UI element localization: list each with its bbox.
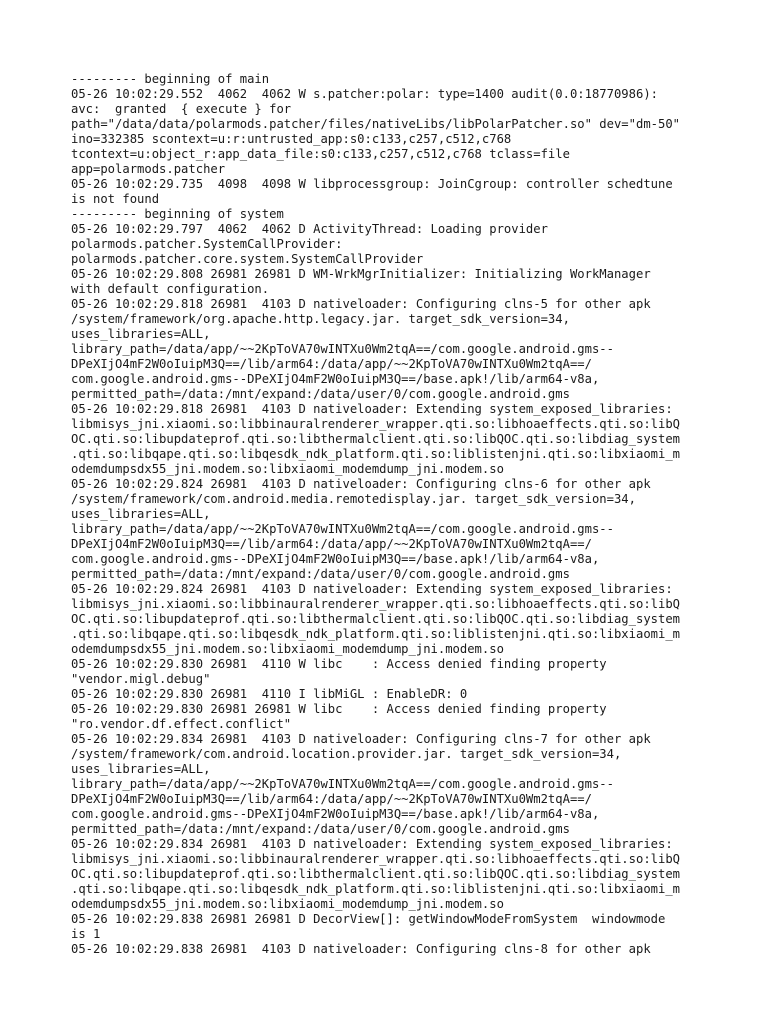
log-line: /system/framework/com.android.location.provider.jar. target_sdk_version=34, xyxy=(71,747,622,761)
log-line: .qti.so:libqape.qti.so:libqesdk_ndk_platform.qti.so:liblistenjni.qti.so:libxiaomi_m xyxy=(71,447,681,461)
log-line: 05-26 10:02:29.834 26981 4103 D nativeloader: Extending system_exposed_libraries: xyxy=(71,837,673,851)
log-line: 05-26 10:02:29.838 26981 26981 D DecorView[]: getWindowModeFromSystem windowmode xyxy=(71,912,666,926)
log-line: is 1 xyxy=(71,927,101,941)
log-line: odemdumpsdx55_jni.modem.so:libxiaomi_modemdump_jni.modem.so xyxy=(71,897,504,911)
log-line: 05-26 10:02:29.830 26981 4110 W libc : Access denied finding property xyxy=(71,657,607,671)
log-line: DPeXIjO4mF2W0oIuipM3Q==/lib/arm64:/data/app/~~2KpToVA70wINTXu0Wm2tqA==/ xyxy=(71,357,592,371)
log-line: 05-26 10:02:29.797 4062 4062 D ActivityThread: Loading provider xyxy=(71,222,548,236)
log-line: /system/framework/org.apache.http.legacy.jar. target_sdk_version=34, xyxy=(71,312,570,326)
log-line: 05-26 10:02:29.838 26981 4103 D nativeloader: Configuring clns-8 for other apk xyxy=(71,942,651,956)
log-line: 05-26 10:02:29.824 26981 4103 D nativeloader: Extending system_exposed_libraries: xyxy=(71,582,673,596)
log-line: tcontext=u:object_r:app_data_file:s0:c133,c257,c512,c768 tclass=file xyxy=(71,147,570,161)
log-line: 05-26 10:02:29.834 26981 4103 D nativeloader: Configuring clns-7 for other apk xyxy=(71,732,651,746)
log-line: OC.qti.so:libupdateprof.qti.so:libthermalclient.qti.so:libQOC.qti.so:libdiag_system xyxy=(71,867,681,881)
log-line: --------- beginning of system xyxy=(71,207,284,221)
log-line: 05-26 10:02:29.818 26981 4103 D nativeloader: Configuring clns-5 for other apk xyxy=(71,297,651,311)
log-line: "ro.vendor.df.effect.conflict" xyxy=(71,717,292,731)
log-line: library_path=/data/app/~~2KpToVA70wINTXu0Wm2tqA==/com.google.android.gms-- xyxy=(71,777,614,791)
log-line: libmisys_jni.xiaomi.so:libbinauralrenderer_wrapper.qti.so:libhoaeffects.qti.so:libQ xyxy=(71,852,681,866)
log-line: DPeXIjO4mF2W0oIuipM3Q==/lib/arm64:/data/app/~~2KpToVA70wINTXu0Wm2tqA==/ xyxy=(71,792,592,806)
log-line: permitted_path=/data:/mnt/expand:/data/user/0/com.google.android.gms xyxy=(71,567,570,581)
log-line: path="/data/data/polarmods.patcher/files/nativeLibs/libPolarPatcher.so" dev="dm-50" xyxy=(71,117,681,131)
log-line: 05-26 10:02:29.830 26981 4110 I libMiGL : EnableDR: 0 xyxy=(71,687,468,701)
log-line: polarmods.patcher.core.system.SystemCallProvider xyxy=(71,252,424,266)
log-line: uses_libraries=ALL, xyxy=(71,507,211,521)
log-line: .qti.so:libqape.qti.so:libqesdk_ndk_platform.qti.so:liblistenjni.qti.so:libxiaomi_m xyxy=(71,882,681,896)
log-line: com.google.android.gms--DPeXIjO4mF2W0oIuipM3Q==/base.apk!/lib/arm64-v8a, xyxy=(71,807,600,821)
log-line: /system/framework/com.android.media.remotedisplay.jar. target_sdk_version=34, xyxy=(71,492,636,506)
log-line: OC.qti.so:libupdateprof.qti.so:libthermalclient.qti.so:libQOC.qti.so:libdiag_system xyxy=(71,612,681,626)
log-line: library_path=/data/app/~~2KpToVA70wINTXu0Wm2tqA==/com.google.android.gms-- xyxy=(71,522,614,536)
log-line: 05-26 10:02:29.735 4098 4098 W libprocessgroup: JoinCgroup: controller schedtune xyxy=(71,177,673,191)
log-line: .qti.so:libqape.qti.so:libqesdk_ndk_platform.qti.so:liblistenjni.qti.so:libxiaomi_m xyxy=(71,627,681,641)
log-line: 05-26 10:02:29.808 26981 26981 D WM-WrkMgrInitializer: Initializing WorkManager xyxy=(71,267,651,281)
log-line: --------- beginning of main xyxy=(71,72,270,86)
log-line: app=polarmods.patcher xyxy=(71,162,226,176)
log-line: uses_libraries=ALL, xyxy=(71,762,211,776)
log-line: OC.qti.so:libupdateprof.qti.so:libthermalclient.qti.so:libQOC.qti.so:libdiag_system xyxy=(71,432,681,446)
log-line: avc: granted { execute } for xyxy=(71,102,292,116)
log-line: DPeXIjO4mF2W0oIuipM3Q==/lib/arm64:/data/app/~~2KpToVA70wINTXu0Wm2tqA==/ xyxy=(71,537,592,551)
log-line: libmisys_jni.xiaomi.so:libbinauralrenderer_wrapper.qti.so:libhoaeffects.qti.so:libQ xyxy=(71,597,681,611)
log-line: "vendor.migl.debug" xyxy=(71,672,211,686)
log-line: 05-26 10:02:29.552 4062 4062 W s.patcher:polar: type=1400 audit(0.0:18770986): xyxy=(71,87,658,101)
log-line: libmisys_jni.xiaomi.so:libbinauralrenderer_wrapper.qti.so:libhoaeffects.qti.so:libQ xyxy=(71,417,681,431)
log-line: 05-26 10:02:29.824 26981 4103 D nativeloader: Configuring clns-6 for other apk xyxy=(71,477,651,491)
log-line: polarmods.patcher.SystemCallProvider: xyxy=(71,237,343,251)
log-line: 05-26 10:02:29.830 26981 26981 W libc : Access denied finding property xyxy=(71,702,607,716)
log-text xyxy=(71,72,711,957)
log-line: library_path=/data/app/~~2KpToVA70wINTXu0Wm2tqA==/com.google.android.gms-- xyxy=(71,342,614,356)
log-line: odemdumpsdx55_jni.modem.so:libxiaomi_modemdump_jni.modem.so xyxy=(71,642,504,656)
log-line: permitted_path=/data:/mnt/expand:/data/user/0/com.google.android.gms xyxy=(71,387,570,401)
log-line: permitted_path=/data:/mnt/expand:/data/user/0/com.google.android.gms xyxy=(71,822,570,836)
log-line: with default configuration. xyxy=(71,282,270,296)
log-line: com.google.android.gms--DPeXIjO4mF2W0oIuipM3Q==/base.apk!/lib/arm64-v8a, xyxy=(71,372,600,386)
log-line: odemdumpsdx55_jni.modem.so:libxiaomi_modemdump_jni.modem.so xyxy=(71,462,504,476)
log-line: ino=332385 scontext=u:r:untrusted_app:s0:c133,c257,c512,c768 xyxy=(71,132,512,146)
log-line: uses_libraries=ALL, xyxy=(71,327,211,341)
log-line: is not found xyxy=(71,192,160,206)
log-line: 05-26 10:02:29.818 26981 4103 D nativeloader: Extending system_exposed_libraries: xyxy=(71,402,673,416)
log-line: com.google.android.gms--DPeXIjO4mF2W0oIuipM3Q==/base.apk!/lib/arm64-v8a, xyxy=(71,552,600,566)
